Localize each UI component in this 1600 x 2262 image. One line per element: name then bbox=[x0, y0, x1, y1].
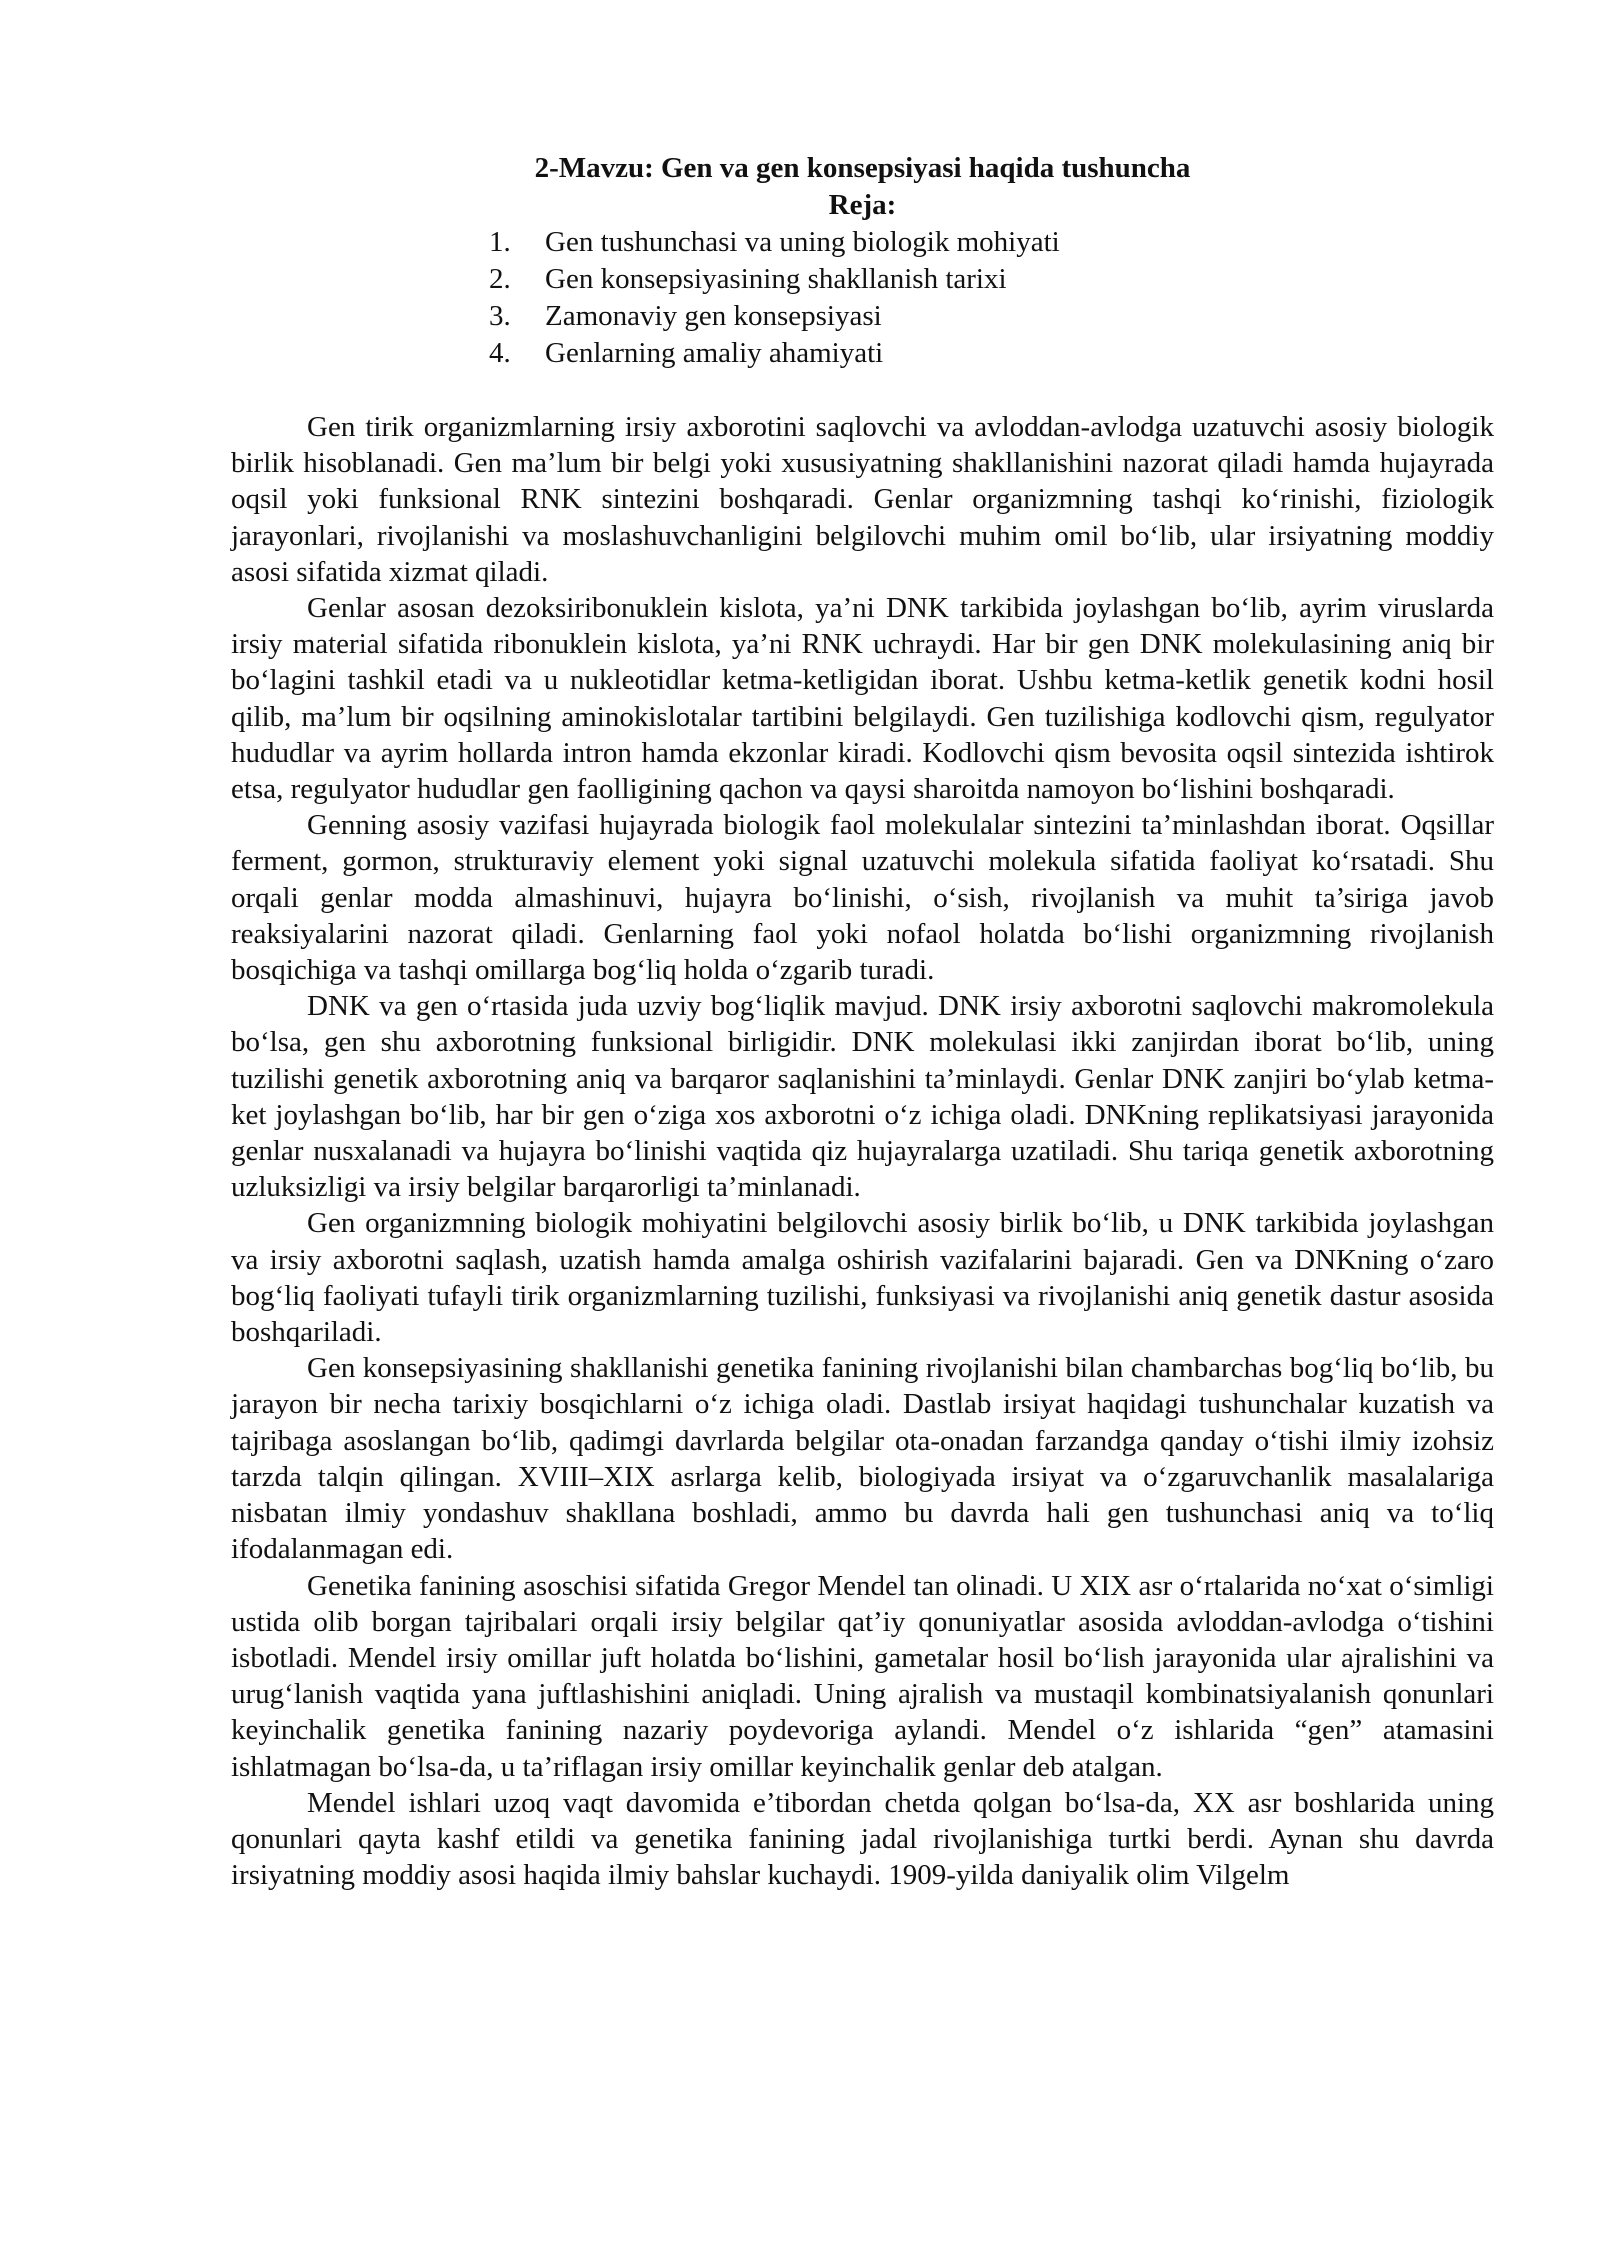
body-paragraph: Genning asosiy vazifasi hujayrada biologik faol molekulalar sintezini ta’minlashdan iborat. Oqsillar ferment, gormon, strukturaviy element yoki signal uzatuvchi molekula sifatida faoliyat ko‘rsatadi. Shu orqali genlar modda almashinuvi, hujayra bo‘linishi, o‘sish, rivojlanish va muhit ta’siriga javob reaksiyalarini nazorat qiladi. Genlarning faol yoki nofaol holatda bo‘lishi organizmning rivojlanish bosqichiga va tashqi omillarga bog‘liq holda o‘zgarib turadi. bbox=[231, 809, 1494, 987]
plan-item-number: 4. bbox=[489, 337, 511, 369]
plan-item-number: 1. bbox=[489, 226, 511, 258]
plan-list bbox=[231, 224, 1494, 372]
plan-item-text: Zamonaviy gen konsepsiyasi bbox=[545, 300, 882, 332]
body-paragraph: DNK va gen o‘rtasida juda uzviy bog‘liqlik mavjud. DNK irsiy axborotni saqlovchi makromolekula bo‘lsa, gen shu axborotning funksional birligidir. DNK molekulasi ikki zanjirdan iborat bo‘lib, uning tuzilishi genetik axborotning aniq va barqaror saqlanishini ta’minlaydi. Genlar DNK zanjiri bo‘ylab ketma-ket joylashgan bo‘lib, har bir gen o‘ziga xos axborotni o‘z ichiga oladi. DNKning replikatsiyasi jarayonida genlar nusxalanadi va hujayra bo‘linishi vaqtida qiz hujayralarga uzatiladi. Shu tariqa genetik axborotning uzluksizligi va irsiy belgilar barqarorligi ta’minlanadi. bbox=[231, 990, 1494, 1204]
section-spacer bbox=[231, 372, 1494, 409]
plan-item bbox=[459, 298, 1494, 335]
plan-item-text: Genlarning amaliy ahamiyati bbox=[545, 337, 884, 369]
plan-item-number: 2. bbox=[489, 263, 511, 295]
plan-item bbox=[459, 335, 1494, 372]
body-paragraph: Gen organizmning biologik mohiyatini belgilovchi asosiy birlik bo‘lib, u DNK tarkibida joylashgan va irsiy axborotni saqlash, uzatish hamda amalga oshirish vazifalarini bajaradi. Gen va DNKning o‘zaro bog‘liq faoliyati tufayli tirik organizmlarning tuzilishi, funksiyasi va rivojlanishi aniq genetik dastur asosida boshqariladi. bbox=[231, 1207, 1494, 1349]
plan-item-text: Gen konsepsiyasining shakllanish tarixi bbox=[545, 263, 1007, 295]
body-paragraph: Genetika fanining asoschisi sifatida Gregor Mendel tan olinadi. U XIX asr o‘rtalarida no‘xat o‘simligi ustida olib borgan tajribalari orqali irsiy belgilar qat’iy qonuniyatlar asosida avloddan-avlodga o‘tishini isbotladi. Mendel irsiy omillar juft holatda bo‘lishini, gametalar hosil bo‘lish jarayonida ular ajralishini va urug‘lanish vaqtida yana juftlashishini aniqladi. Uning ajralish va mustaqil kombinatsiyalanish qonunlari keyinchalik genetika fanining nazariy poydevoriga aylandi. Mendel o‘z ishlarida “gen” atamasini ishlatmagan bo‘lsa-da, u ta’riflagan irsiy omillar keyinchalik genlar deb atalgan. bbox=[231, 1569, 1494, 1783]
plan-item bbox=[459, 261, 1494, 298]
plan-item-text: Gen tushunchasi va uning biologik mohiyati bbox=[545, 226, 1060, 258]
document-title: 2-Mavzu: Gen va gen konsepsiyasi haqida tushuncha bbox=[534, 152, 1191, 184]
body-paragraph: Gen tirik organizmlarning irsiy axborotini saqlovchi va avloddan-avlodga uzatuvchi asosiy biologik birlik hisoblanadi. Gen ma’lum bir belgi yoki xususiyatning shakllanishini nazorat qiladi hamda hujayrada oqsil yoki funksional RNK sintezini boshqaradi. Genlar organizmning tashqi ko‘rinishi, fiziologik jarayonlari, rivojlanishi va moslashuvchanligini belgilovchi muhim omil bo‘lib, ular irsiyatning moddiy asosi sifatida xizmat qiladi. bbox=[231, 411, 1494, 588]
document-content bbox=[231, 150, 1494, 1893]
plan-item bbox=[459, 224, 1494, 261]
plan-heading: Reja: bbox=[828, 189, 897, 221]
plan-item-number: 3. bbox=[489, 300, 511, 332]
body-paragraph: Mendel ishlari uzoq vaqt davomida e’tibordan chetda qolgan bo‘lsa-da, XX asr boshlarida uning qonunlari qayta kashf etildi va genetika fanining jadal rivojlanishiga turtki berdi. Aynan shu davrda irsiyatning moddiy asosi haqida ilmiy bahslar kuchaydi. 1909-yilda daniyalik olim Vilgelm bbox=[231, 1786, 1494, 1892]
body-paragraph: Genlar asosan dezoksiribonuklein kislota, ya’ni DNK tarkibida joylashgan bo‘lib, ayrim viruslarda irsiy material sifatida ribonuklein kislota, ya’ni RNK uchraydi. Har bir gen DNK molekulasining aniq bir bo‘lagini tashkil etadi va u nukleotidlar ketma-ketligidan iborat. Ushbu ketma-ketlik genetik kodni hosil qilib, ma’lum bir oqsilning aminokislotalar tartibini belgilaydi. Gen tuzilishiga kodlovchi qism, regulyator hududlar va ayrim hollarda intron hamda ekzonlar kiradi. Kodlovchi qism bevosita oqsil sintezida ishtirok etsa, regulyator hududlar gen faolligining qachon va qaysi sharoitda namoyon bo‘lishini boshqaradi. bbox=[231, 592, 1494, 806]
body-paragraph: Gen konsepsiyasining shakllanishi genetika fanining rivojlanishi bilan chambarchas bog‘liq bo‘lib, bu jarayon bir necha tarixiy bosqichlarni o‘z ichiga oladi. Dastlab irsiyat haqidagi tushunchalar kuzatish va tajribaga asoslangan bo‘lib, qadimgi davrlarda belgilar ota-onadan farzandga qanday o‘tishi ilmiy izohsiz tarzda talqin qilingan. XVIII–XIX asrlarga kelib, biologiyada irsiyat va o‘zgaruvchanlik masalalariga nisbatan ilmiy yondashuv shakllana boshladi, ammo bu davrda hali gen tushunchasi aniq va to‘liq ifodalanmagan edi. bbox=[231, 1352, 1494, 1566]
